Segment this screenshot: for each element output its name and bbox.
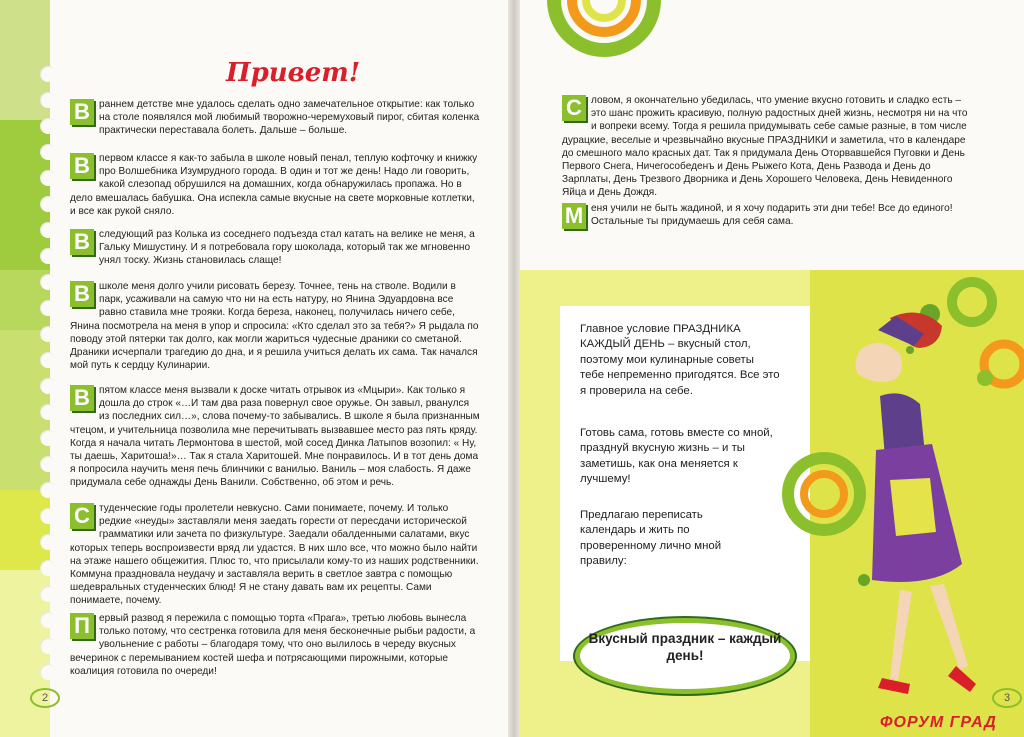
drop-cap: М [562,203,586,229]
paragraph-text: ервый развод я пережила с помощью торта «Прага», третью любовь вынесла только потому, что сестренка готовила для меня бесконечные рыбьи радости, а увольнение с работы – благодаря тому, что оно вылилось в череду вкусных вечеринок с перемыванием костей шефа и потрясающими пирожными, которые коалиция готовила по очереди! [70,613,476,677]
paragraph-7 [70,612,482,678]
paragraph-text: раннем детстве мне удалось сделать одно замечательное открытие: как только на столе появлялся мой любимый творожно-черемуховый пирог, сбитая коленка практически переставала болеть. Дальше – больше. [99,99,480,137]
drop-cap: С [70,503,94,529]
page-number-left: 2 [30,688,60,708]
slogan-text: Вкусный праздник – каждый день! [588,631,782,663]
watermark-logo: ФОРУМ ГРАД [880,714,997,731]
drop-cap: С [562,95,586,121]
drop-cap: В [70,281,94,307]
drop-cap: В [70,153,94,179]
box-paragraph-3: Предлагаю переписать календарь и жить по проверенному лично мной правилу: [580,509,722,568]
page-number-right: 3 [992,688,1022,708]
paragraph-text: следующий раз Колька из соседнего подъезда стал катать на велике не меня, а Гальку Мишустину. И я потребовала гору шоколада, который так же мгновенно унял тоску. Жизнь становилась слаще! [99,229,475,267]
box-paragraph-2: Готовь сама, готовь вместе со мной, празднуй вкусную жизнь – и ты заметишь, как она меняется к лучшему! [580,427,773,486]
paragraph-6 [70,502,482,608]
drop-cap: П [70,613,94,639]
right-paragraph-2 [562,202,972,229]
paragraph-text: туденческие годы пролетели невкусно. Сами понимаете, почему. И только редкие «неуды» заставляли меня заедать горести от пересдачи исторической грамматики или зачета по физкультуре. Заедали обалденными салатами, вкус которых теперь воспроизвести вряд ли удастся. В них шло все, что можно было найти на этаже нашего общежития. Плюс то, что присылали кому-то из наших родственники. Коммуна праздновала неудачу и заставляла верить в светлое завтра с помощью шедевральных студенческих блюд! Я не стану давать вам их рецепты. Сами понимаете, почему. [70,503,479,607]
paragraph-1 [70,98,482,138]
page-title: Привет! [226,58,361,88]
paragraph-3 [70,228,482,268]
drop-cap: В [70,229,94,255]
top-circles-decoration [540,0,680,60]
book-spine [508,0,520,737]
paragraph-text: пятом классе меня вызвали к доске читать отрывок из «Мцыри». Как только я дошла до строк «…И там два раза повернул свое оружье. Он завыл, рванулся из последних сил…», слова почему-то забывались. В школе я была признанным чтецом, и учительница позволила мне перечитывать вызвавшее место раз пять кряду. Когда я начала читать Лермонтова в шестой, мой сосед Динка Латыпов возопил: « Ну, ты даешь, Харитоша!»… Так я стала Харитошей. Мне понравилось. И в тот день дома я попросила научить меня печь блинчики с ванилью. Ваниль – моя слабость. Я даже придумала себе однажды День Ванили. Собственно, об этом и речь. [70,385,480,489]
paragraph-4 [70,280,482,372]
drop-cap: В [70,99,94,125]
right-paragraph-1 [562,94,972,200]
paragraph-text: школе меня долго учили рисовать березу. Точнее, тень на стволе. Водили в парк, усаживали на самую что ни на есть натуру, но Янина Эдуардовна все равно ставила мне трояки. Когда береза, наконец, получилась ничего себе, Янина посмотрела на меня в упор и спросила: «Кто сделал это за тебя?» Я рыдала по поводу этой пятерки так долго, как могли жариться чудесные драники со сметаной. Драники исчерпали трагедию до дна, и я решила учиться делать их сама. Так начался мой путь к сердцу Кулинарии. [70,281,479,372]
paragraph-2 [70,152,482,218]
paragraph-5 [70,384,482,490]
paragraph-text: еня учили не быть жадиной, и я хочу подарить эти дни тебе! Все до единого! Остальные ты придумаешь для себя сама. [591,203,953,228]
drop-cap: В [70,385,94,411]
woman-illustration [820,300,980,710]
box-paragraph-1: Главное условие ПРАЗДНИКА КАЖДЫЙ ДЕНЬ – вкусный стол, поэтому мои кулинарные советы тебе непременно пригодятся. Все это я проверила на себе. [580,323,780,397]
paragraph-text: первом классе я как-то забыла в школе новый пенал, теплую кофточку и книжку про Волшебника Изумрудного города. В один и тот же день! Надо ли говорить, какой слезопад обрушился на домашних, когда обнаружилась пропажа. Но в дело вмешалась бабушка. Она испекла самые вкусные на свете морковные котлетки, и все как рукой сняло. [70,153,478,217]
paragraph-text: ловом, я окончательно убедилась, что умение вкусно готовить и сладко есть – это шанс прожить красивую, полную радостных дней жизнь, несмотря ни на что и вопреки всему. Тогда я решила придумывать себе самые разные, в том числе дурацкие, веселые и чрезвычайно вкусные ПРАЗДНИКИ и заметила, что в календаре до смешного мало красных дат. Так я придумала День Оторвавшейся Пуговки и День Первого Снега, Ничегособеденъ и День Рыжего Кота, День Развода и День до Зарплаты, День Трезвого Дворника и День Хорошего Человека, День Невиденного Яйца и День Дождя. [562,95,968,199]
